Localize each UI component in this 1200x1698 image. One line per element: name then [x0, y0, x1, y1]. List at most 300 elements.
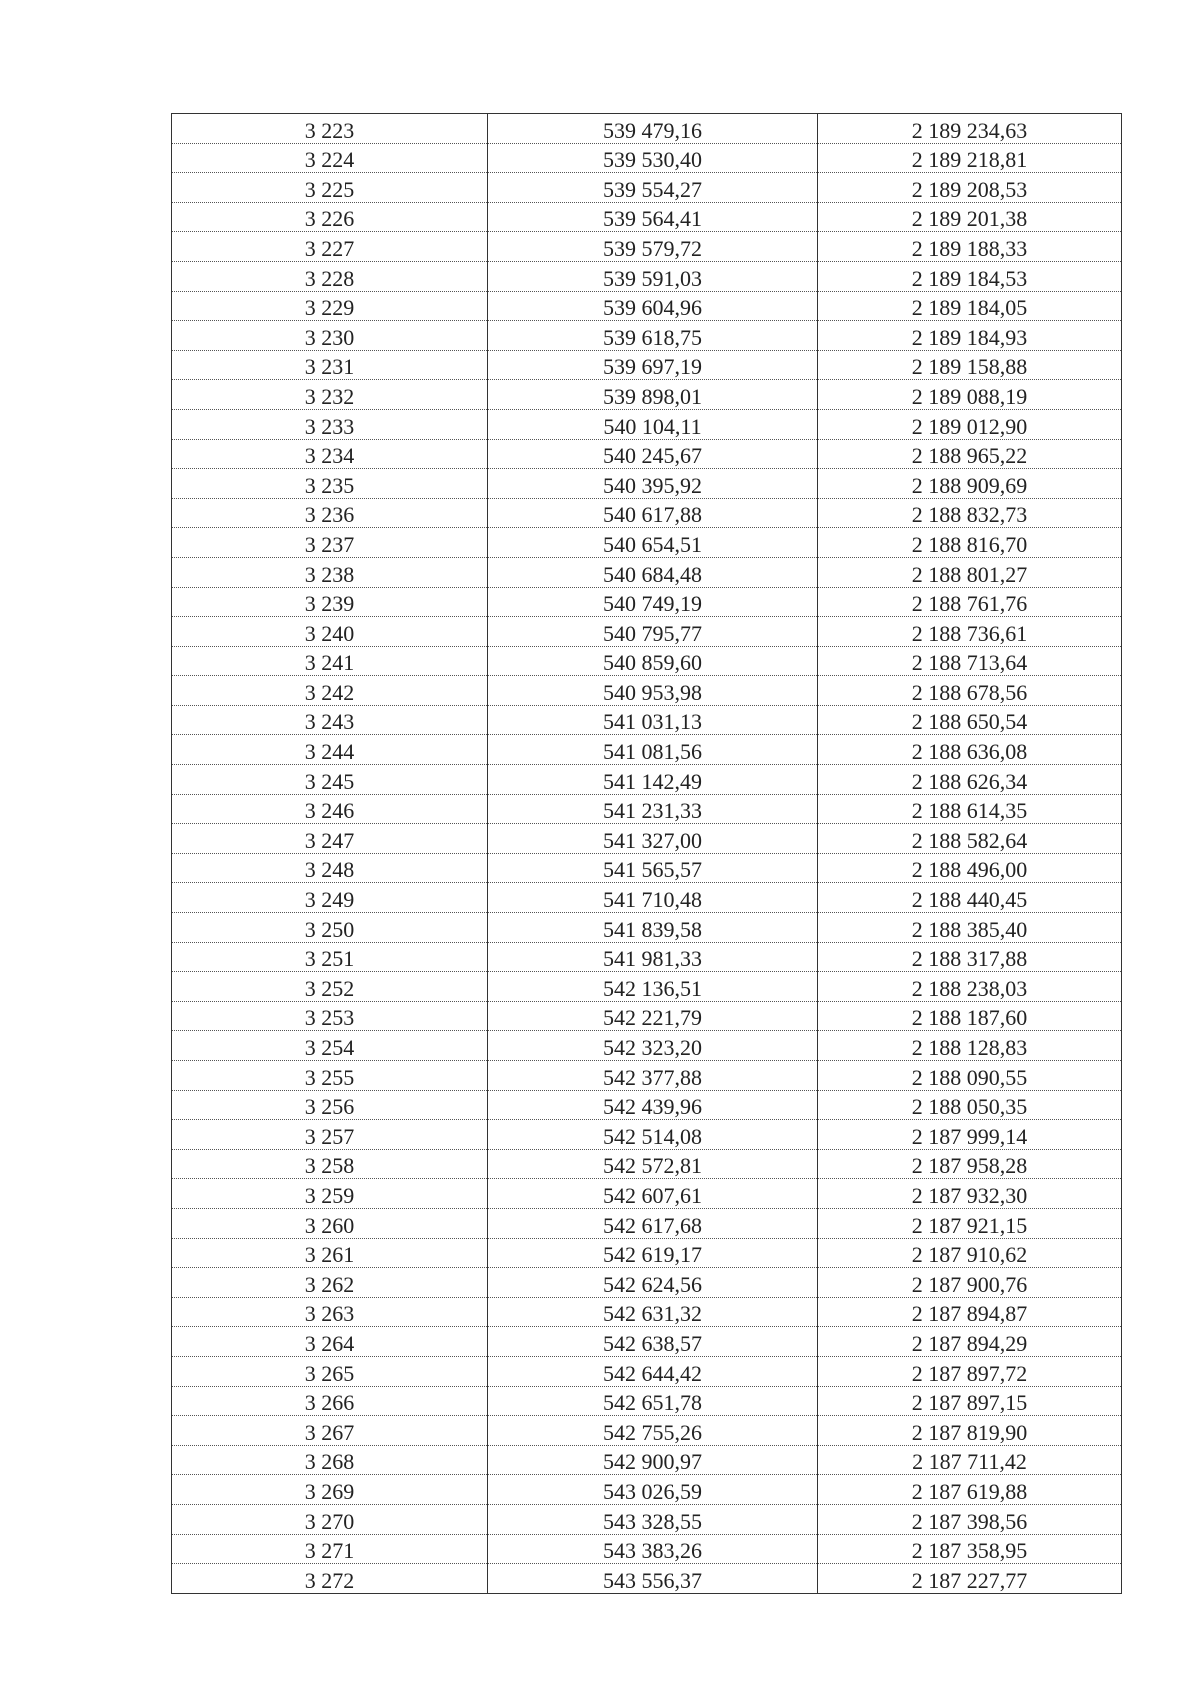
- cell-text: 542 755,26: [603, 1419, 702, 1445]
- cell-text: 2 188 128,83: [911, 1035, 1028, 1060]
- table-row: [172, 1327, 1122, 1357]
- cell-text: 3 242: [304, 679, 355, 705]
- point-number-cell: [172, 1001, 488, 1031]
- y-coordinate-cell: [818, 1090, 1122, 1120]
- point-number-cell: [172, 1268, 488, 1298]
- point-number-cell: [172, 469, 488, 499]
- cell-text: 541 142,49: [603, 768, 702, 794]
- cell-text: 3 261: [304, 1242, 355, 1268]
- point-number-cell: [172, 1534, 488, 1564]
- x-coordinate-cell: [488, 1356, 818, 1386]
- x-coordinate-cell: [488, 1327, 818, 1357]
- cell-text: 3 248: [304, 857, 355, 883]
- cell-text: 542 624,56: [603, 1271, 702, 1297]
- cell-text: 3 270: [304, 1508, 355, 1534]
- cell-text: 3 236: [304, 502, 355, 528]
- y-coordinate-cell: [818, 1238, 1122, 1268]
- cell-text: 3 258: [304, 1153, 355, 1179]
- cell-text: 2 188 187,60: [911, 1005, 1028, 1031]
- cell-text: 540 104,11: [603, 413, 702, 439]
- table-row: [172, 1564, 1122, 1594]
- y-coordinate-cell: [818, 676, 1122, 706]
- y-coordinate-cell: [818, 557, 1122, 587]
- cell-text: 3 226: [304, 206, 355, 232]
- cell-text: 542 514,08: [603, 1123, 702, 1149]
- y-coordinate-cell: [818, 469, 1122, 499]
- cell-text: 3 252: [304, 975, 355, 1001]
- table-row: [172, 1416, 1122, 1446]
- coordinates-table: [171, 113, 1122, 1594]
- cell-text: 2 188 650,54: [911, 709, 1028, 735]
- y-coordinate-cell: [818, 114, 1122, 144]
- y-coordinate-cell: [818, 1327, 1122, 1357]
- y-coordinate-cell: [818, 173, 1122, 203]
- cell-text: 3 253: [304, 1005, 355, 1031]
- cell-text: 2 189 208,53: [911, 176, 1028, 202]
- point-number-cell: [172, 676, 488, 706]
- y-coordinate-cell: [818, 439, 1122, 469]
- table-row: [172, 1475, 1122, 1505]
- table-row: [172, 1120, 1122, 1150]
- x-coordinate-cell: [488, 1149, 818, 1179]
- table-row: [172, 765, 1122, 795]
- table-row: [172, 1001, 1122, 1031]
- x-coordinate-cell: [488, 1386, 818, 1416]
- cell-text: 539 604,96: [603, 295, 702, 321]
- cell-text: 542 617,68: [603, 1212, 702, 1238]
- cell-text: 541 081,56: [603, 739, 702, 765]
- point-number-cell: [172, 1416, 488, 1446]
- x-coordinate-cell: [488, 617, 818, 647]
- cell-text: 542 323,20: [603, 1035, 702, 1060]
- x-coordinate-cell: [488, 439, 818, 469]
- cell-text: 539 618,75: [603, 324, 702, 350]
- y-coordinate-cell: [818, 883, 1122, 913]
- x-coordinate-cell: [488, 972, 818, 1002]
- cell-text: 2 188 909,69: [911, 472, 1028, 498]
- cell-text: 3 250: [304, 916, 355, 942]
- table-row: [172, 587, 1122, 617]
- y-coordinate-cell: [818, 1179, 1122, 1209]
- x-coordinate-cell: [488, 1445, 818, 1475]
- cell-text: 540 795,77: [603, 620, 702, 646]
- cell-text: 3 239: [304, 591, 355, 617]
- x-coordinate-cell: [488, 1297, 818, 1327]
- point-number-cell: [172, 824, 488, 854]
- point-number-cell: [172, 1179, 488, 1209]
- y-coordinate-cell: [818, 1031, 1122, 1061]
- table-row: [172, 114, 1122, 144]
- cell-text: 540 859,60: [603, 650, 702, 676]
- y-coordinate-cell: [818, 1416, 1122, 1446]
- point-number-cell: [172, 143, 488, 173]
- table-row: [172, 261, 1122, 291]
- point-number-cell: [172, 1475, 488, 1505]
- y-coordinate-cell: [818, 321, 1122, 351]
- table-row: [172, 528, 1122, 558]
- x-coordinate-cell: [488, 1504, 818, 1534]
- cell-text: 2 187 819,90: [911, 1419, 1028, 1445]
- cell-text: 3 268: [304, 1449, 355, 1475]
- cell-text: 541 839,58: [603, 916, 702, 942]
- point-number-cell: [172, 350, 488, 380]
- cell-text: 542 439,96: [603, 1094, 702, 1120]
- point-number-cell: [172, 409, 488, 439]
- cell-text: 540 749,19: [603, 591, 702, 617]
- cell-text: 2 188 496,00: [911, 857, 1028, 883]
- cell-text: 3 235: [304, 472, 355, 498]
- y-coordinate-cell: [818, 1001, 1122, 1031]
- y-coordinate-cell: [818, 1386, 1122, 1416]
- table-row: [172, 143, 1122, 173]
- cell-text: 2 189 184,93: [911, 324, 1028, 350]
- cell-text: 3 262: [304, 1271, 355, 1297]
- point-number-cell: [172, 232, 488, 262]
- cell-text: 540 395,92: [603, 472, 702, 498]
- cell-text: 542 900,97: [603, 1449, 702, 1475]
- point-number-cell: [172, 942, 488, 972]
- point-number-cell: [172, 853, 488, 883]
- point-number-cell: [172, 1208, 488, 1238]
- cell-text: 2 188 238,03: [911, 975, 1028, 1001]
- cell-text: 2 188 761,76: [911, 591, 1028, 617]
- cell-text: 3 260: [304, 1212, 355, 1238]
- cell-text: 3 257: [304, 1123, 355, 1149]
- point-number-cell: [172, 557, 488, 587]
- cell-text: 3 237: [304, 531, 355, 557]
- cell-text: 2 187 897,72: [911, 1360, 1028, 1386]
- x-coordinate-cell: [488, 942, 818, 972]
- table-row: [172, 439, 1122, 469]
- y-coordinate-cell: [818, 498, 1122, 528]
- point-number-cell: [172, 794, 488, 824]
- cell-text: 2 187 894,87: [911, 1301, 1028, 1327]
- cell-text: 2 189 184,05: [911, 295, 1028, 321]
- table-row: [172, 1031, 1122, 1061]
- point-number-cell: [172, 646, 488, 676]
- y-coordinate-cell: [818, 1120, 1122, 1150]
- cell-text: 2 189 012,90: [911, 413, 1028, 439]
- point-number-cell: [172, 1238, 488, 1268]
- table-row: [172, 469, 1122, 499]
- table-row: [172, 1238, 1122, 1268]
- x-coordinate-cell: [488, 350, 818, 380]
- x-coordinate-cell: [488, 1208, 818, 1238]
- y-coordinate-cell: [818, 824, 1122, 854]
- x-coordinate-cell: [488, 143, 818, 173]
- cell-text: 2 188 582,64: [911, 827, 1028, 853]
- x-coordinate-cell: [488, 705, 818, 735]
- y-coordinate-cell: [818, 232, 1122, 262]
- cell-text: 2 187 910,62: [911, 1242, 1028, 1268]
- table-row: [172, 646, 1122, 676]
- x-coordinate-cell: [488, 1061, 818, 1091]
- cell-text: 539 530,40: [603, 147, 702, 173]
- y-coordinate-cell: [818, 1534, 1122, 1564]
- cell-text: 539 591,03: [603, 265, 702, 291]
- y-coordinate-cell: [818, 913, 1122, 943]
- table-row: [172, 1297, 1122, 1327]
- cell-text: 2 189 218,81: [911, 147, 1028, 173]
- y-coordinate-cell: [818, 1208, 1122, 1238]
- cell-text: 542 631,32: [603, 1301, 702, 1327]
- y-coordinate-cell: [818, 409, 1122, 439]
- table-row: [172, 705, 1122, 735]
- cell-text: 2 187 358,95: [911, 1538, 1028, 1564]
- cell-text: 3 231: [304, 354, 355, 380]
- cell-text: 3 238: [304, 561, 355, 587]
- cell-text: 2 187 619,88: [911, 1478, 1028, 1504]
- cell-text: 3 249: [304, 887, 355, 913]
- point-number-cell: [172, 261, 488, 291]
- cell-text: 2 189 158,88: [911, 354, 1028, 380]
- x-coordinate-cell: [488, 380, 818, 410]
- cell-text: 2 187 900,76: [911, 1271, 1028, 1297]
- cell-text: 3 234: [304, 443, 355, 469]
- point-number-cell: [172, 1061, 488, 1091]
- point-number-cell: [172, 735, 488, 765]
- table-row: [172, 1061, 1122, 1091]
- cell-text: 2 188 713,64: [911, 650, 1028, 676]
- cell-text: 543 383,26: [603, 1538, 702, 1564]
- x-coordinate-cell: [488, 1268, 818, 1298]
- x-coordinate-cell: [488, 853, 818, 883]
- y-coordinate-cell: [818, 1475, 1122, 1505]
- y-coordinate-cell: [818, 1149, 1122, 1179]
- cell-text: 3 232: [304, 383, 355, 409]
- x-coordinate-cell: [488, 824, 818, 854]
- cell-text: 3 263: [304, 1301, 355, 1327]
- table-row: [172, 1090, 1122, 1120]
- cell-text: 3 241: [304, 650, 355, 676]
- cell-text: 2 189 188,33: [911, 235, 1028, 261]
- x-coordinate-cell: [488, 528, 818, 558]
- y-coordinate-cell: [818, 1564, 1122, 1594]
- table-row: [172, 617, 1122, 647]
- cell-text: 3 228: [304, 265, 355, 291]
- cell-text: 2 188 832,73: [911, 502, 1028, 528]
- cell-text: 3 272: [304, 1567, 355, 1593]
- cell-text: 2 188 614,35: [911, 798, 1028, 824]
- cell-text: 2 188 965,22: [911, 443, 1028, 469]
- cell-text: 2 187 227,77: [911, 1567, 1028, 1593]
- cell-text: 3 271: [304, 1538, 355, 1564]
- x-coordinate-cell: [488, 883, 818, 913]
- point-number-cell: [172, 321, 488, 351]
- table-row: [172, 321, 1122, 351]
- cell-text: 3 244: [304, 739, 355, 765]
- cell-text: 542 607,61: [603, 1182, 702, 1208]
- table-row: [172, 853, 1122, 883]
- cell-text: 541 565,57: [603, 857, 702, 883]
- cell-text: 2 187 711,42: [912, 1449, 1027, 1475]
- cell-text: 2 188 636,08: [911, 739, 1028, 765]
- cell-text: 3 254: [304, 1035, 355, 1060]
- x-coordinate-cell: [488, 291, 818, 321]
- x-coordinate-cell: [488, 676, 818, 706]
- x-coordinate-cell: [488, 114, 818, 144]
- cell-text: 3 223: [304, 117, 355, 143]
- table-row: [172, 409, 1122, 439]
- cell-text: 539 579,72: [603, 235, 702, 261]
- x-coordinate-cell: [488, 1120, 818, 1150]
- point-number-cell: [172, 202, 488, 232]
- point-number-cell: [172, 617, 488, 647]
- cell-text: 2 189 234,63: [911, 117, 1028, 143]
- cell-text: 2 188 317,88: [911, 946, 1028, 972]
- table-row: [172, 557, 1122, 587]
- table-row: [172, 735, 1122, 765]
- cell-text: 3 227: [304, 235, 355, 261]
- x-coordinate-cell: [488, 173, 818, 203]
- point-number-cell: [172, 972, 488, 1002]
- cell-text: 539 564,41: [603, 206, 702, 232]
- table-row: [172, 350, 1122, 380]
- cell-text: 2 188 440,45: [911, 887, 1028, 913]
- x-coordinate-cell: [488, 232, 818, 262]
- cell-text: 543 556,37: [603, 1567, 702, 1593]
- cell-text: 3 229: [304, 295, 355, 321]
- table-row: [172, 1149, 1122, 1179]
- y-coordinate-cell: [818, 765, 1122, 795]
- cell-text: 3 255: [304, 1064, 355, 1090]
- table-row: [172, 380, 1122, 410]
- x-coordinate-cell: [488, 765, 818, 795]
- table-row: [172, 1445, 1122, 1475]
- cell-text: 2 187 999,14: [911, 1123, 1028, 1149]
- x-coordinate-cell: [488, 646, 818, 676]
- x-coordinate-cell: [488, 498, 818, 528]
- x-coordinate-cell: [488, 557, 818, 587]
- point-number-cell: [172, 380, 488, 410]
- point-number-cell: [172, 587, 488, 617]
- x-coordinate-cell: [488, 794, 818, 824]
- cell-text: 2 187 958,28: [911, 1153, 1028, 1179]
- cell-text: 539 898,01: [603, 383, 702, 409]
- x-coordinate-cell: [488, 202, 818, 232]
- x-coordinate-cell: [488, 409, 818, 439]
- y-coordinate-cell: [818, 350, 1122, 380]
- point-number-cell: [172, 705, 488, 735]
- cell-text: 543 026,59: [603, 1478, 702, 1504]
- cell-text: 541 231,33: [603, 798, 702, 824]
- cell-text: 3 259: [304, 1182, 355, 1208]
- coordinates-table-body: [172, 114, 1122, 1594]
- y-coordinate-cell: [818, 380, 1122, 410]
- y-coordinate-cell: [818, 735, 1122, 765]
- point-number-cell: [172, 883, 488, 913]
- cell-text: 2 189 201,38: [911, 206, 1028, 232]
- x-coordinate-cell: [488, 587, 818, 617]
- cell-text: 542 221,79: [603, 1005, 702, 1031]
- y-coordinate-cell: [818, 972, 1122, 1002]
- cell-text: 3 230: [304, 324, 355, 350]
- y-coordinate-cell: [818, 528, 1122, 558]
- point-number-cell: [172, 1120, 488, 1150]
- cell-text: 541 327,00: [603, 827, 702, 853]
- cell-text: 3 245: [304, 768, 355, 794]
- point-number-cell: [172, 1031, 488, 1061]
- x-coordinate-cell: [488, 1416, 818, 1446]
- y-coordinate-cell: [818, 853, 1122, 883]
- table-row: [172, 676, 1122, 706]
- cell-text: 540 617,88: [603, 502, 702, 528]
- cell-text: 3 251: [304, 946, 355, 972]
- table-row: [172, 794, 1122, 824]
- cell-text: 540 245,67: [603, 443, 702, 469]
- x-coordinate-cell: [488, 1179, 818, 1209]
- table-row: [172, 1356, 1122, 1386]
- cell-text: 542 638,57: [603, 1330, 702, 1356]
- point-number-cell: [172, 1297, 488, 1327]
- cell-text: 2 188 385,40: [911, 916, 1028, 942]
- cell-text: 540 953,98: [603, 679, 702, 705]
- y-coordinate-cell: [818, 1061, 1122, 1091]
- point-number-cell: [172, 173, 488, 203]
- point-number-cell: [172, 1386, 488, 1416]
- point-number-cell: [172, 1327, 488, 1357]
- cell-text: 3 224: [304, 147, 355, 173]
- table-row: [172, 913, 1122, 943]
- cell-text: 542 651,78: [603, 1390, 702, 1416]
- cell-text: 2 188 816,70: [911, 531, 1028, 557]
- table-row: [172, 291, 1122, 321]
- cell-text: 539 697,19: [603, 354, 702, 380]
- cell-text: 2 187 897,15: [911, 1390, 1028, 1416]
- point-number-cell: [172, 1445, 488, 1475]
- cell-text: 3 269: [304, 1478, 355, 1504]
- cell-text: 2 187 921,15: [911, 1212, 1028, 1238]
- y-coordinate-cell: [818, 617, 1122, 647]
- point-number-cell: [172, 528, 488, 558]
- y-coordinate-cell: [818, 291, 1122, 321]
- x-coordinate-cell: [488, 1001, 818, 1031]
- cell-text: 3 233: [304, 413, 355, 439]
- cell-text: 542 377,88: [603, 1064, 702, 1090]
- y-coordinate-cell: [818, 646, 1122, 676]
- cell-text: 2 187 398,56: [911, 1508, 1028, 1534]
- x-coordinate-cell: [488, 321, 818, 351]
- x-coordinate-cell: [488, 1090, 818, 1120]
- cell-text: 3 267: [304, 1419, 355, 1445]
- cell-text: 2 188 050,35: [911, 1094, 1028, 1120]
- cell-text: 3 256: [304, 1094, 355, 1120]
- x-coordinate-cell: [488, 1238, 818, 1268]
- table-row: [172, 1179, 1122, 1209]
- cell-text: 3 240: [304, 620, 355, 646]
- x-coordinate-cell: [488, 261, 818, 291]
- y-coordinate-cell: [818, 1504, 1122, 1534]
- y-coordinate-cell: [818, 1445, 1122, 1475]
- cell-text: 539 479,16: [603, 117, 702, 143]
- cell-text: 3 246: [304, 798, 355, 824]
- table-row: [172, 883, 1122, 913]
- cell-text: 2 188 801,27: [911, 561, 1028, 587]
- cell-text: 542 619,17: [603, 1242, 702, 1268]
- cell-text: 539 554,27: [603, 176, 702, 202]
- y-coordinate-cell: [818, 705, 1122, 735]
- table-row: [172, 972, 1122, 1002]
- x-coordinate-cell: [488, 735, 818, 765]
- point-number-cell: [172, 114, 488, 144]
- cell-text: 542 644,42: [603, 1360, 702, 1386]
- y-coordinate-cell: [818, 942, 1122, 972]
- y-coordinate-cell: [818, 1356, 1122, 1386]
- point-number-cell: [172, 1149, 488, 1179]
- point-number-cell: [172, 1356, 488, 1386]
- cell-text: 542 572,81: [603, 1153, 702, 1179]
- point-number-cell: [172, 439, 488, 469]
